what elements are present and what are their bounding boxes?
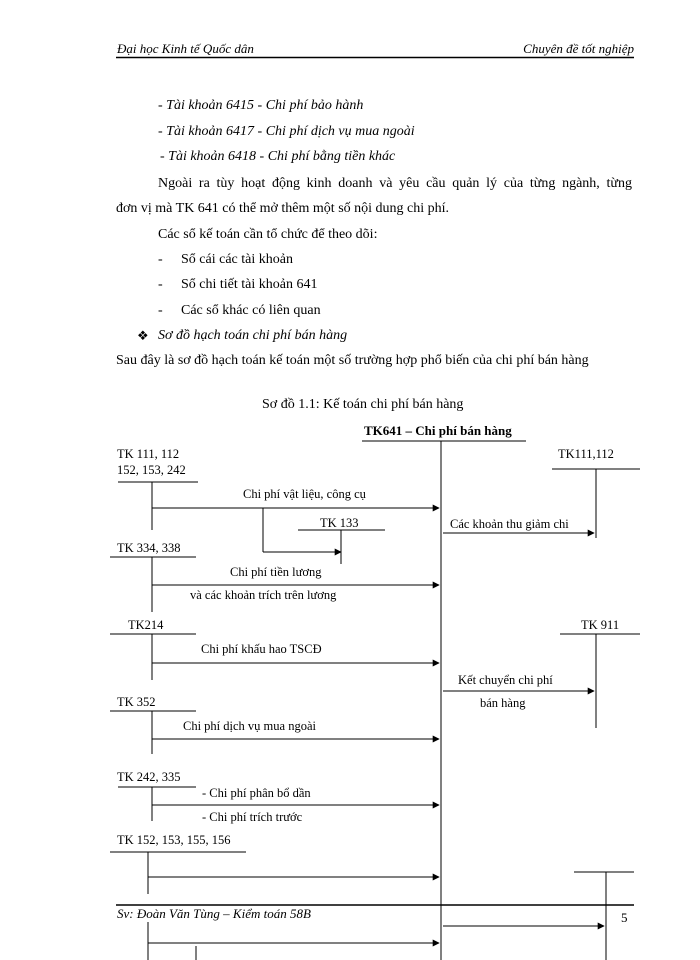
list-item: Sổ chi tiết tài khoản 641 [181, 277, 318, 292]
account-tk111-112-right: TK111,112 [558, 447, 614, 461]
section-title: Sơ đồ hạch toán chi phí bán hàng [158, 328, 348, 343]
list-dash: - [158, 277, 163, 292]
header-left: Đại học Kinh tế Quốc dân [117, 41, 254, 56]
label-transfer: Kết chuyển chi phí [458, 673, 553, 687]
page-number: 5 [621, 910, 628, 925]
account-tk152-156: TK 152, 153, 155, 156 [117, 833, 231, 847]
diamond-bullet-icon: ❖ [137, 328, 149, 343]
books-intro: Các sổ kế toán cần tổ chức để theo dõi: [158, 227, 378, 242]
paragraph-line-1: Ngoài ra tùy hoạt động kinh doanh và yêu cầu quản lý của từng ngành, từng [158, 176, 632, 191]
account-tk133: TK 133 [320, 516, 359, 530]
account-item-6418: - Tài khoản 6418 - Chi phí bằng tiền khác [160, 149, 396, 164]
label-materials: Chi phí vật liệu, công cụ [243, 487, 366, 501]
label-allocation: - Chi phí phân bổ dần [202, 786, 311, 800]
label-outsourced: Chi phí dịch vụ mua ngoài [183, 719, 316, 733]
account-tk152-153-242: 152, 153, 242 [117, 463, 186, 477]
label-depreciation: Chi phí khấu hao TSCĐ [201, 642, 322, 656]
account-tk214: TK214 [128, 618, 164, 632]
label-accrued: - Chi phí trích trước [202, 810, 303, 824]
account-tk242-335: TK 242, 335 [117, 770, 181, 784]
account-tk111-112: TK 111, 112 [117, 447, 180, 461]
label-salary-deductions: và các khoản trích trên lương [190, 588, 337, 602]
header-right: Chuyên đề tốt nghiệp [523, 41, 634, 56]
footer-author: Sv: Đoàn Văn Tùng – Kiểm toán 58B [117, 906, 311, 921]
list-dash: - [158, 252, 163, 267]
main-account-title: TK641 – Chi phí bán hàng [364, 423, 512, 438]
list-dash: - [158, 303, 163, 318]
label-salary: Chi phí tiền lương [230, 565, 322, 579]
account-item-6417: - Tài khoản 6417 - Chi phí dịch vụ mua ngoài [158, 124, 415, 139]
list-item: Sổ cái các tài khoản [181, 252, 293, 267]
list-item: Các sổ khác có liên quan [181, 303, 321, 318]
label-transfer-2: bán hàng [480, 696, 526, 710]
section-intro: Sau đây là sơ đồ hạch toán kế toán một số trường hợp phổ biến của chi phí bán hàng [116, 353, 589, 368]
diagram-caption: Sơ đồ 1.1: Kế toán chi phí bán hàng [262, 397, 464, 412]
label-reductions: Các khoản thu giảm chi [450, 517, 569, 531]
account-tk334-338: TK 334, 338 [117, 541, 181, 555]
account-tk352: TK 352 [117, 695, 156, 709]
account-item-6415: - Tài khoản 6415 - Chi phí bảo hành [158, 98, 364, 113]
paragraph-line-2: đơn vị mà TK 641 có thể mở thêm một số nội dung chi phí. [116, 201, 450, 216]
account-tk911: TK 911 [581, 618, 620, 632]
